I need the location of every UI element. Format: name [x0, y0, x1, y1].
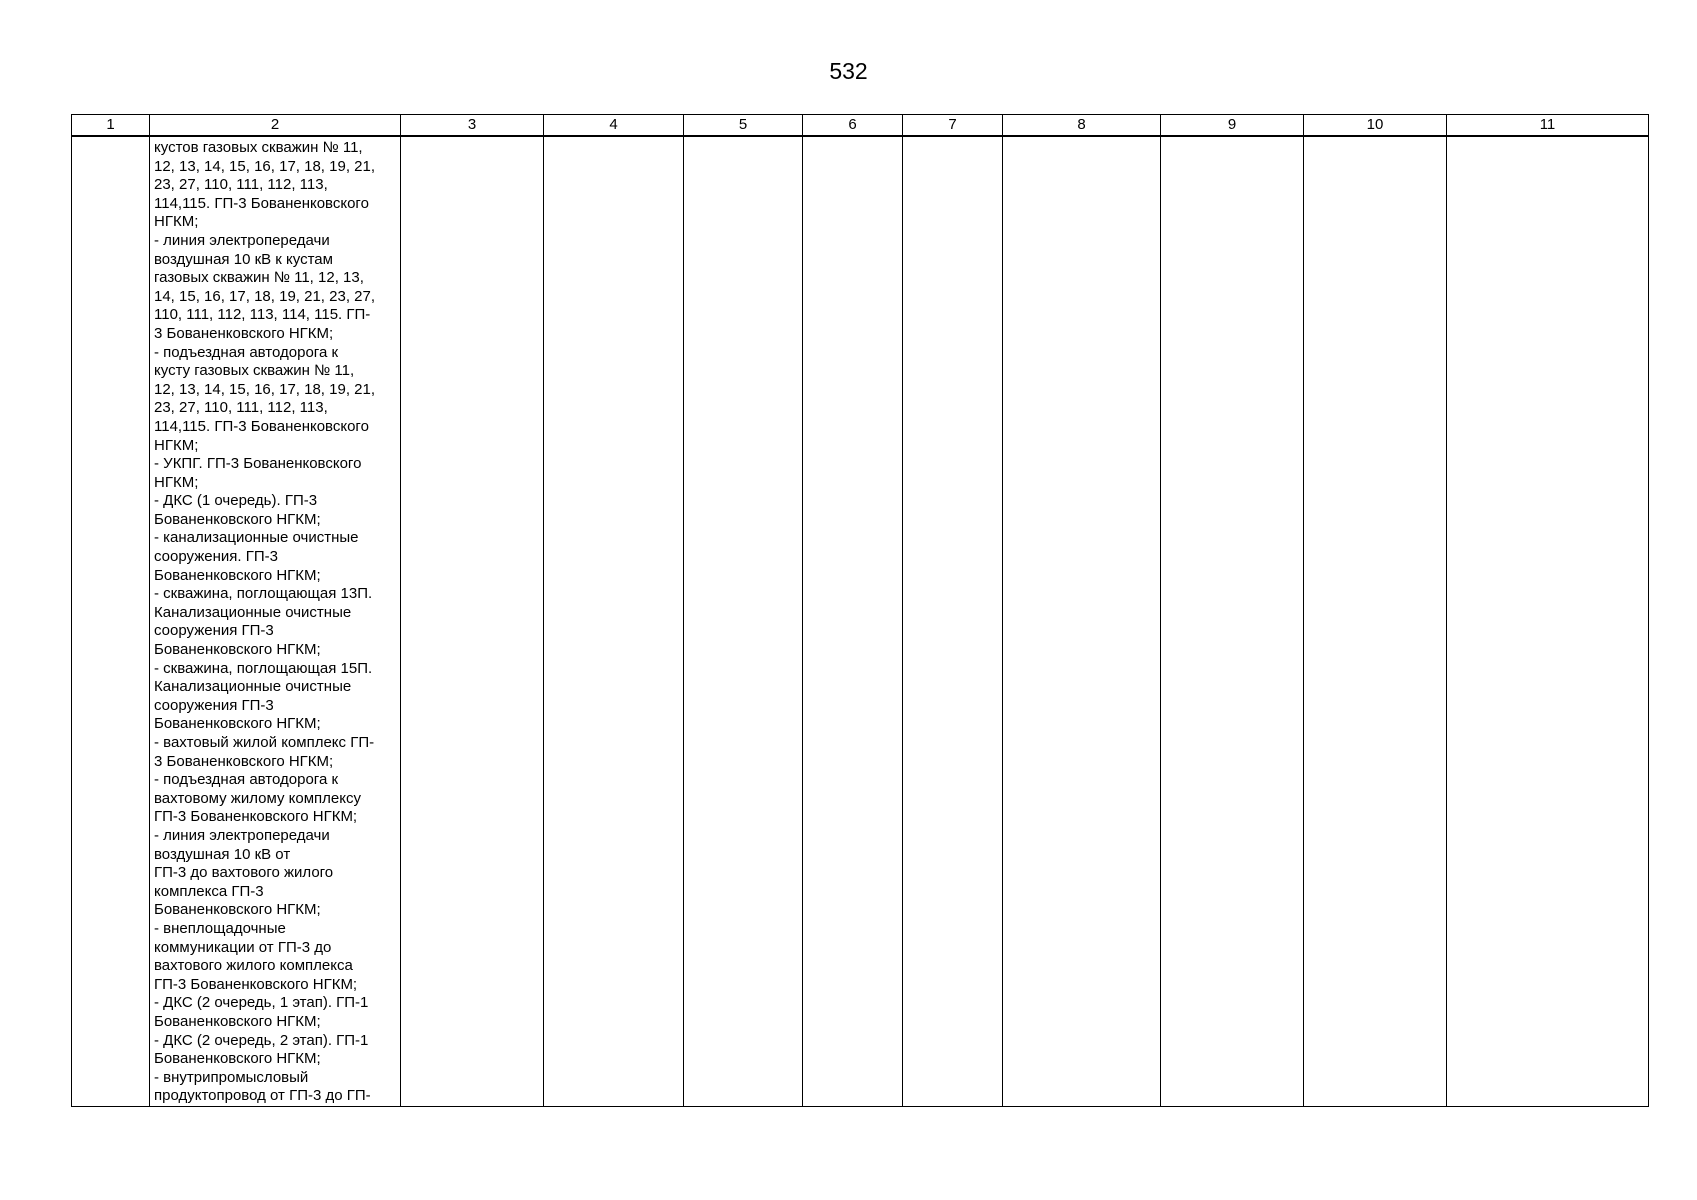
cell-text: [1003, 137, 1160, 139]
table-cell-col1: [72, 136, 150, 1106]
cell-text: [544, 137, 683, 139]
table-cell-col8: [1003, 136, 1161, 1106]
column-header-10: 10: [1304, 115, 1447, 137]
table-cell-col4: [544, 136, 684, 1106]
table-cell-col6: [803, 136, 903, 1106]
table-cell-col2: [150, 136, 401, 1106]
cell-text: [684, 137, 802, 139]
table-cell-col3: [401, 136, 544, 1106]
table-cell-col11: [1447, 136, 1649, 1106]
cell-text: [401, 137, 543, 139]
column-header-9: 9: [1161, 115, 1304, 137]
column-header-4: 4: [544, 115, 684, 137]
facility-list-text: кустов газовых скважин № 11, 12, 13, 14, 15, 16, 17, 18, 19, 21, 23, 27, 110, 111, 112, 113, 114,115. ГП-3 Бованенковского НГКМ; - линия электропередачи воздушная 10 кВ к кустам газовых скважин № 11, 12, 13, 14, 15, 16, 17, 18, 19, 21, 23, 27, 110, 111, 112, 113, 114, 115. ГП- 3 Бованенковского НГКМ; - подъездная автодорога к кусту газовых скважин № 11, 12, 13, 14, 15, 16, 17, 18, 19, 21, 23, 27, 110, 111, 112, 113, 114,115. ГП-3 Бованенковского НГКМ; - УКПГ. ГП-3 Бованенковского НГКМ; - ДКС (1 очередь). ГП-3 Бованенковского НГКМ; - канализационные очистные сооружения. ГП-3 Бованенковского НГКМ; - скважина, поглощающая 13П. Канализационные очистные сооружения ГП-3 Бованенковского НГКМ; - скважина, поглощающая 15П. Канализационные очистные сооружения ГП-3 Бованенковского НГКМ; - вахтовый жилой комплекс ГП- 3 Бованенковского НГКМ; - подъездная автодорога к вахтовому жилому комплексу ГП-3 Бованенковского НГКМ; - линия электропередачи воздушная 10 кВ от ГП-3 до вахтового жилого комплекса ГП-3 Бованенковского НГКМ; - внеплощадочные коммуникации от ГП-3 до вахтового жилого комплекса ГП-3 Бованенковского НГКМ; - ДКС (2 очередь, 1 этап). ГП-1 Бованенковского НГКМ; - ДКС (2 очередь, 2 этап). ГП-1 Бованенковского НГКМ; - внутрипромысловый продуктопровод от ГП-3 до ГП-: [154, 139, 376, 1105]
cell-text: [1161, 137, 1303, 139]
column-header-5: 5: [684, 115, 803, 137]
cell-text: [72, 137, 149, 139]
table-row: [72, 136, 1649, 1106]
table-cell-col5: [684, 136, 803, 1106]
column-header-8: 8: [1003, 115, 1161, 137]
table-cell-col10: [1304, 136, 1447, 1106]
data-table: [71, 114, 1649, 1107]
header-row: [72, 115, 1649, 137]
column-header-7: 7: [903, 115, 1003, 137]
cell-text: [803, 137, 902, 139]
column-header-2: 2: [150, 115, 401, 137]
cell-text: [1304, 137, 1446, 139]
table-cell-col9: [1161, 136, 1304, 1106]
column-header-3: 3: [401, 115, 544, 137]
cell-text: [1447, 137, 1648, 139]
page-number: 532: [829, 58, 868, 84]
column-header-6: 6: [803, 115, 903, 137]
cell-text: [903, 137, 1002, 139]
column-header-1: 1: [72, 115, 150, 137]
column-header-11: 11: [1447, 115, 1649, 137]
table-cell-col7: [903, 136, 1003, 1106]
